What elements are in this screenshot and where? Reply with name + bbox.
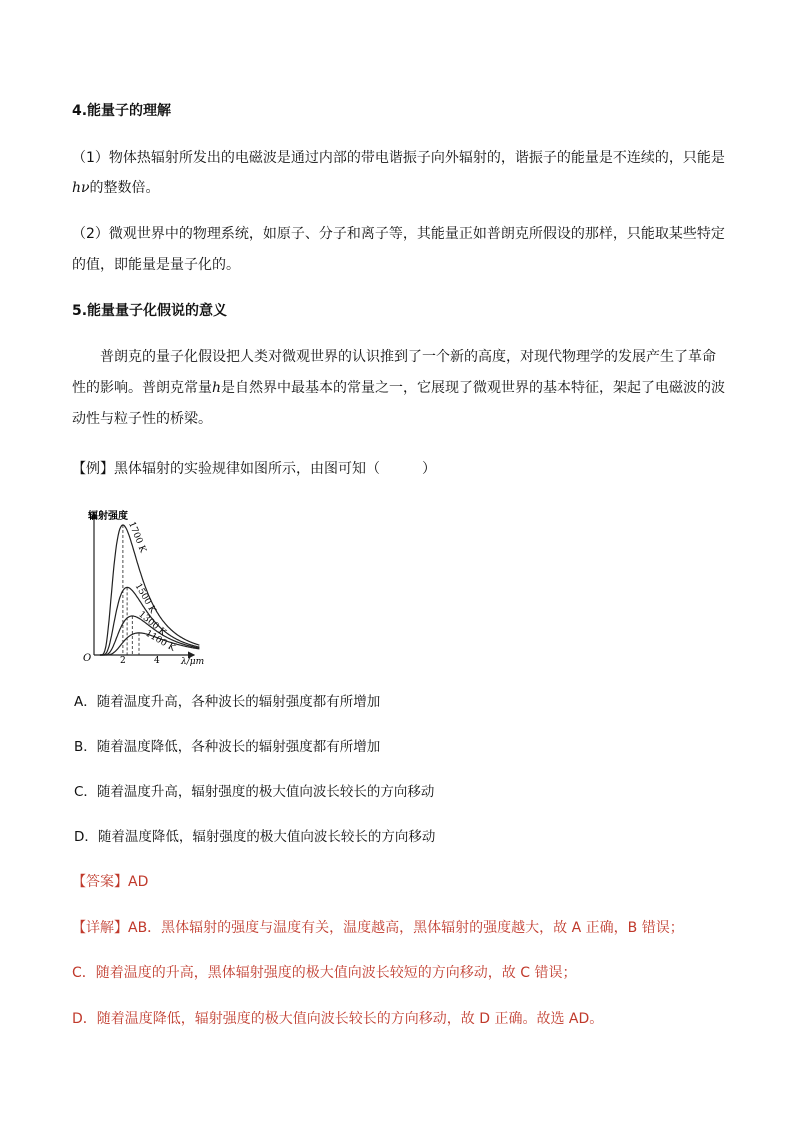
y-axis-label: 辐射强度 [88, 511, 128, 522]
paragraph-2-line-2: 的值，即能量是量子化的。 [72, 257, 240, 273]
section-5-line-2 [72, 378, 725, 398]
paragraph-1-line-2-text: 的整数倍。 [89, 180, 160, 196]
blackbody-chart-svg [76, 505, 226, 675]
option-d[interactable]: D．随着温度降低，辐射强度的极大值向波长较长的方向移动 [74, 829, 436, 845]
origin-label: O [83, 653, 92, 664]
series-label-1100k: 1100 K [143, 628, 177, 654]
series-label-1700k: 1700 K [126, 520, 148, 555]
x-axis-label: λ/μm [181, 657, 205, 667]
section-5-line-2-a: 性的影响。普朗克常量 [72, 380, 212, 396]
explanation-label: 【详解】 [72, 920, 128, 936]
section-5-line-1: 普朗克的量子化假设把人类对微观世界的认识推到了一个新的高度，对现代物理学的发展产生了革命 [100, 349, 716, 365]
explanation-line-1 [72, 918, 684, 938]
explanation-line-3: D．随着温度降低，辐射强度的极大值向波长较长的方向移动，故 D 正确。故选 AD。 [72, 1011, 604, 1027]
x-tick-4: 4 [154, 656, 160, 666]
series-label-1500k: 1500 K [132, 581, 158, 616]
paragraph-2-line-1: （2）微观世界中的物理系统，如原子、分子和离子等，其能量正如普朗克所假设的那样，只能取某些特定 [72, 226, 725, 242]
section-5-line-3: 动性与粒子性的桥梁。 [72, 411, 212, 427]
h-nu-symbol: hν [72, 180, 90, 196]
example-question: 【例】黑体辐射的实验规律如图所示，由图可知（ ） [72, 461, 436, 477]
paragraph-1-line-2 [72, 178, 160, 198]
x-tick-2: 2 [120, 656, 126, 666]
section-5-heading: 5.能量量子化假说的意义 [72, 303, 228, 319]
option-a[interactable]: A．随着温度升高，各种波长的辐射强度都有所增加 [74, 694, 381, 710]
section-4-heading: 4.能量子的理解 [72, 103, 172, 119]
answer-value: AD [128, 874, 149, 890]
blackbody-chart [76, 505, 226, 675]
answer-line [72, 872, 148, 892]
explanation-text-1: AB．黑体辐射的强度与温度有关，温度越高，黑体辐射的强度越大，故 A 正确，B 错误； [128, 920, 684, 936]
planck-constant-symbol: h [212, 380, 222, 396]
option-b[interactable]: B．随着温度降低，各种波长的辐射强度都有所增加 [74, 739, 381, 755]
option-c[interactable]: C．随着温度升高，辐射强度的极大值向波长较长的方向移动 [74, 784, 435, 800]
answer-label: 【答案】 [72, 874, 128, 890]
explanation-line-2: C．随着温度的升高，黑体辐射强度的极大值向波长较短的方向移动，故 C 错误； [72, 965, 577, 981]
section-5-line-2-b: 是自然界中最基本的常量之一，它展现了微观世界的基本特征，架起了电磁波的波 [221, 380, 726, 396]
series-label-1300k: 1300 K [136, 609, 168, 639]
paragraph-1-line-1: （1）物体热辐射所发出的电磁波是通过内部的带电谐振子向外辐射的，谐振子的能量是不连续的，只能是 [72, 150, 725, 166]
